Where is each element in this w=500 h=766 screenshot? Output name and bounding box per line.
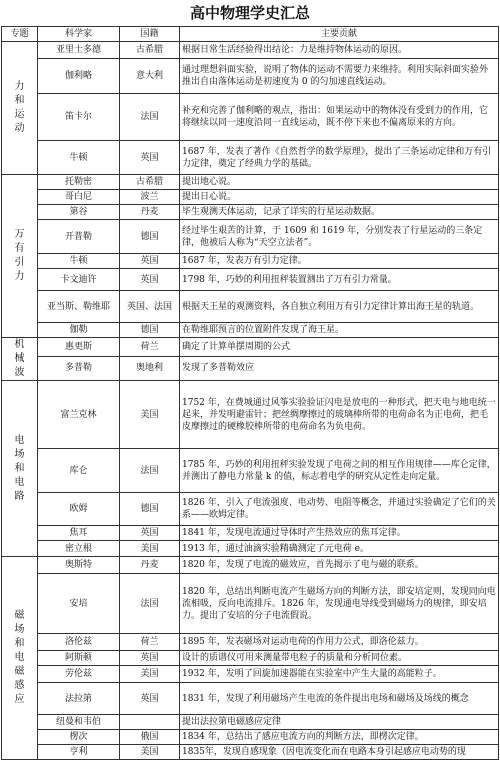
table-row	[2, 205, 499, 220]
nationality-cell: 美国	[120, 541, 180, 557]
contribution-cell: 1835年，发现自感现象（因电流变化而在电路本身引起感应电动势的现	[180, 745, 499, 760]
nationality-cell: 德国	[120, 220, 180, 254]
nationality-cell: 英国	[120, 683, 180, 715]
scientist-cell: 阿斯顿	[38, 651, 120, 666]
topic-char: 波	[14, 367, 25, 378]
contribution-cell: 1831 年，发现了利用磁场产生电流的条件提出电场和磁场及场线的概念	[180, 683, 499, 715]
contribution-cell: 1841 年，发现电流通过导体时产生热效应的焦耳定律。	[180, 526, 499, 541]
contribution-cell: 提出法拉第电磁感应定律	[180, 715, 499, 730]
table-row	[2, 220, 499, 254]
table-row	[2, 291, 499, 323]
nationality-cell: 荷兰	[120, 338, 180, 357]
contribution-cell: 1913 年，通过油滴实验精确测定了元电荷 e。	[180, 541, 499, 557]
scientist-cell: 牛顿	[38, 254, 120, 269]
contribution-cell: 1687 年，发表了著作《自然哲学的数学原理》，提出了三条运动定律和万有引力定律，奠定了经典力学的基础。	[180, 141, 499, 175]
topic-char: 和	[14, 638, 25, 649]
scientist-cell: 伽利略	[38, 59, 120, 94]
scientist-cell: 安培	[38, 574, 120, 634]
topic-cell	[2, 381, 38, 557]
table-row	[2, 59, 499, 94]
nationality-cell: 英国、法国	[120, 291, 180, 323]
contribution-cell: 提出地心说。	[180, 175, 499, 190]
header-contribution: 主要贡献	[180, 27, 499, 42]
nationality-cell: 英国	[120, 651, 180, 666]
table-row	[2, 541, 499, 557]
contribution-cell: 1820 年，总结出判断电流产生磁场方向的判断方法，即安培定则，发现同向电流相吸，反向电流排斥。1826 年，发现通电导线受到磁场力的规律，即安培力。提出了安培的分子电流假说。	[180, 574, 499, 634]
scientist-cell: 库仑	[38, 449, 120, 493]
topic-char: 磁	[14, 666, 25, 677]
contribution-cell: 发现了多普勒效应	[180, 356, 499, 380]
contribution-cell: 1820 年，发现了电流的磁效应，首先揭示了电与磁的联系。	[180, 557, 499, 574]
nationality-cell: 美国	[120, 666, 180, 683]
nationality-cell: 俄国	[120, 730, 180, 745]
contribution-cell: 根据天王星的观测资料，各自独立利用万有引力定律计算出海王星的轨道。	[180, 291, 499, 323]
contribution-cell: 在勒维耶预言的位置附件发现了海王星。	[180, 323, 499, 338]
table-row	[2, 94, 499, 141]
scientist-cell: 劳伦兹	[38, 666, 120, 683]
nationality-cell: 丹麦	[120, 205, 180, 220]
table-row	[2, 254, 499, 269]
table-row	[2, 715, 499, 730]
topic-char: 场	[14, 624, 25, 635]
contribution-cell: 1932 年，发明了回旋加速器能在实验室中产生大量的高能粒子。	[180, 666, 499, 683]
table-row	[2, 683, 499, 715]
nationality-cell: 英国	[120, 269, 180, 291]
nationality-cell: 奥地利	[120, 356, 180, 380]
table-row	[2, 356, 499, 380]
table-row	[2, 730, 499, 745]
topic-char: 和	[14, 462, 25, 474]
topic-char: 运	[14, 109, 25, 120]
nationality-cell: 德国	[120, 323, 180, 338]
scientist-cell: 哥白尼	[38, 190, 120, 205]
nationality-cell: 荷兰	[120, 634, 180, 651]
nationality-cell: 丹麦	[120, 557, 180, 574]
contribution-cell: 补充和完善了伽利略的观点，指出：如果运动中的物体没有受到力的作用，它将继续以同一速度沿同一直线运动，既不停下来也不偏离原来的方向。	[180, 94, 499, 141]
nationality-cell: 美国	[120, 381, 180, 449]
table-row	[2, 745, 499, 760]
topic-char: 机	[14, 339, 25, 350]
nationality-cell: 法国	[120, 449, 180, 493]
nationality-cell: 英国	[120, 254, 180, 269]
nationality-cell	[120, 715, 180, 730]
scientist-cell: 奥斯特	[38, 557, 120, 574]
topic-char: 有	[14, 243, 25, 254]
contribution-cell: 1687 年，发表万有引力定律。	[180, 254, 499, 269]
contribution-cell: 确定了计算单摆周期的公式	[180, 338, 499, 357]
header-nationality: 国籍	[120, 27, 180, 42]
contribution-cell: 1785 年，巧妙的利用扭秤实验发现了电荷之间的相互作用规律——库仑定律，并测出了静电力常量 k 的值，标志着电学的研究从定性走向定量。	[180, 449, 499, 493]
scientist-cell: 法拉第	[38, 683, 120, 715]
table-row	[2, 381, 499, 449]
contribution-cell: 通过理想斜面实验，说明了物体的运动不需要力来维持。利用实际斜面实验外推出自由落体运动是初速度为 0 的匀加速直线运动。	[180, 59, 499, 94]
page-title: 高中物理学史汇总	[189, 4, 310, 22]
contribution-cell: 1826 年，引入了电流强度、电动势、电阻等概念，并通过实验确定了它们的关系——欧姆定律。	[180, 493, 499, 526]
scientist-cell: 托勒密	[38, 175, 120, 190]
nationality-cell: 法国	[120, 574, 180, 634]
scientist-cell: 富兰克林	[38, 381, 120, 449]
contribution-cell: 提出日心说。	[180, 190, 499, 205]
table-row	[2, 269, 499, 291]
nationality-cell: 英国	[120, 526, 180, 541]
topic-char: 力	[14, 81, 25, 92]
table-body	[2, 42, 499, 760]
topic-char: 械	[14, 353, 25, 364]
table-row	[2, 526, 499, 541]
scientist-cell: 开普勒	[38, 220, 120, 254]
topic-char: 场	[14, 448, 25, 460]
topic-char: 动	[14, 123, 25, 134]
topic-cell	[2, 338, 38, 381]
contribution-cell: 1834 年，总结出了感应电流方向的判断方法，即楞次定律。	[180, 730, 499, 745]
scientist-cell: 亨利	[38, 745, 120, 760]
scientist-cell: 多普勒	[38, 356, 120, 380]
topic-cell	[2, 42, 38, 175]
table-row	[2, 634, 499, 651]
scientist-cell: 牛顿	[38, 141, 120, 175]
scientist-cell: 纽曼和韦伯	[38, 715, 120, 730]
topic-char: 路	[14, 490, 25, 502]
table-row	[2, 574, 499, 634]
topic-cell	[2, 175, 38, 338]
nationality-cell: 意大利	[120, 59, 180, 94]
nationality-cell: 法国	[120, 94, 180, 141]
contribution-cell: 根据日常生活经验得出结论：力是维持物体运动的原因。	[180, 42, 499, 59]
nationality-cell: 古希腊	[120, 42, 180, 59]
table-row	[2, 557, 499, 574]
contribution-cell: 毕生观测天体运动，记录了详实的行星运动数据。	[180, 205, 499, 220]
table-row	[2, 666, 499, 683]
physics-history-table	[1, 26, 499, 760]
nationality-cell: 波兰	[120, 190, 180, 205]
table-row	[2, 338, 499, 357]
topic-char: 和	[14, 95, 25, 106]
topic-char: 应	[14, 694, 25, 705]
scientist-cell: 亚里士多德	[38, 42, 120, 59]
scientist-cell: 洛伦兹	[38, 634, 120, 651]
topic-char: 磁	[14, 610, 25, 621]
contribution-cell: 设计的质谱仪可用来测量带电粒子的质量和分析同位素。	[180, 651, 499, 666]
table-row	[2, 449, 499, 493]
scientist-cell: 伽勒	[38, 323, 120, 338]
scientist-cell: 密立根	[38, 541, 120, 557]
table-row	[2, 42, 499, 59]
scientist-cell: 笛卡尔	[38, 94, 120, 141]
contribution-cell: 经过毕生艰苦的计算，于 1609 和 1619 年，分别发表了行星运动的三条定律，他被后人称为“天空立法者”。	[180, 220, 499, 254]
topic-char: 力	[14, 271, 25, 282]
topic-char: 电	[14, 434, 25, 446]
contribution-cell: 1895 年，发表磁场对运动电荷的作用力公式，即洛伦兹力。	[180, 634, 499, 651]
scientist-cell: 焦耳	[38, 526, 120, 541]
scientist-cell: 卡文迪许	[38, 269, 120, 291]
topic-char: 电	[14, 476, 25, 488]
scientist-cell: 第谷	[38, 205, 120, 220]
nationality-cell: 德国	[120, 493, 180, 526]
topic-char: 感	[14, 680, 25, 691]
scientist-cell: 楞次	[38, 730, 120, 745]
scientist-cell: 亚当斯、勒维耶	[38, 291, 120, 323]
nationality-cell: 美国	[120, 745, 180, 760]
scientist-cell: 欧姆	[38, 493, 120, 526]
nationality-cell: 古希腊	[120, 175, 180, 190]
topic-char: 万	[14, 229, 25, 240]
table-row	[2, 323, 499, 338]
table-row	[2, 175, 499, 190]
table-row	[2, 190, 499, 205]
topic-char: 引	[14, 257, 25, 268]
topic-char: 电	[14, 652, 25, 663]
table-row	[2, 141, 499, 175]
table-row	[2, 651, 499, 666]
contribution-cell: 1752 年，在费城通过风筝实验验证闪电是放电的一种形式，把天电与地电统一起来，并发明避雷针；把丝绸摩擦过的玻璃棒所带的电荷命名为正电荷，把毛皮摩擦过的硬橡胶棒所带的电荷命名为负电荷。	[180, 381, 499, 449]
table-header-row	[2, 27, 499, 42]
header-scientist: 科学家	[38, 27, 120, 42]
nationality-cell: 英国	[120, 141, 180, 175]
contribution-cell: 1798 年，巧妙的利用扭秤装置测出了万有引力常量。	[180, 269, 499, 291]
scientist-cell: 惠更斯	[38, 338, 120, 357]
table-row	[2, 493, 499, 526]
topic-cell	[2, 557, 38, 760]
header-topic: 专题	[2, 27, 38, 42]
